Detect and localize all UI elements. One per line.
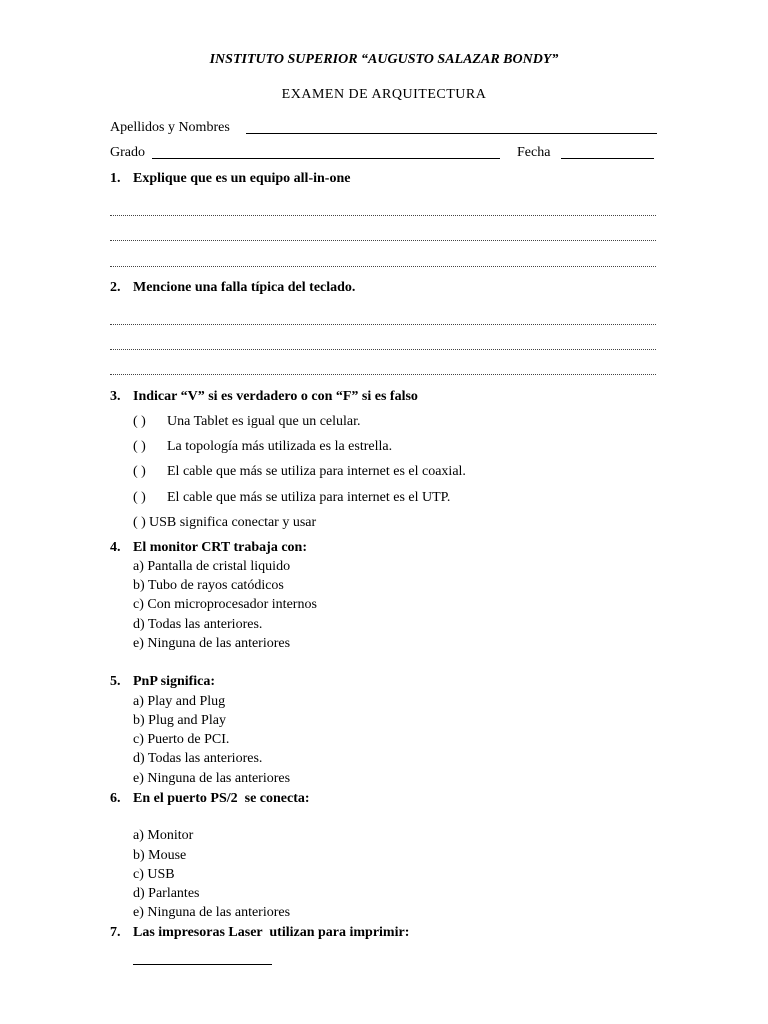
q2-number: 2. (110, 280, 121, 295)
q4-option-e[interactable]: e) Ninguna de las anteriores (133, 636, 291, 651)
exam-title: EXAMEN DE ARQUITECTURA (281, 87, 487, 102)
true-false-item (133, 515, 316, 531)
q4-text: El monitor CRT trabaja con: (133, 540, 307, 555)
q1-text: Explique que es un equipo all-in-one (133, 171, 351, 186)
statement-text: El cable que más se utiliza para internet es el coaxial. (167, 464, 466, 479)
true-false-item (133, 490, 450, 506)
q4-option-d[interactable]: d) Todas las anteriores. (133, 617, 263, 632)
true-false-item (133, 439, 392, 455)
q1-number: 1. (110, 171, 121, 186)
true-false-item (133, 414, 361, 430)
q4-option-c[interactable]: c) Con microprocesador internos (133, 597, 317, 612)
q2-text: Mencione una falla típica del teclado. (133, 280, 356, 295)
q4-option-a[interactable]: a) Pantalla de cristal liquido (133, 559, 291, 574)
q6-option-e[interactable]: e) Ninguna de las anteriores (133, 905, 291, 920)
q5-option-c[interactable]: c) Puerto de PCI. (133, 732, 230, 747)
q3-text: Indicar “V” si es verdadero o con “F” si es falso (133, 389, 418, 404)
name-blank-line[interactable] (246, 133, 657, 134)
q4-option-b[interactable]: b) Tubo de rayos catódicos (133, 578, 284, 593)
answer-paren[interactable]: ( ) (133, 464, 146, 479)
q6-option-a[interactable]: a) Monitor (133, 828, 194, 843)
statement-text: USB significa conectar y usar (149, 515, 317, 530)
statement-text: El cable que más se utiliza para internet es el UTP. (167, 490, 451, 505)
date-label: Fecha (517, 145, 551, 160)
answer-paren[interactable]: ( ) (133, 515, 146, 530)
true-false-item (133, 464, 466, 480)
statement-text: Una Tablet es igual que un celular. (167, 414, 361, 429)
institution-title: INSTITUTO SUPERIOR “AUGUSTO SALAZAR BONDY” (209, 52, 559, 67)
q6-text: En el puerto PS/2 se conecta: (133, 791, 310, 806)
name-label: Apellidos y Nombres (110, 120, 230, 135)
q7-number: 7. (110, 925, 121, 940)
q6-number: 6. (110, 791, 121, 806)
answer-paren[interactable]: ( ) (133, 490, 146, 505)
q1-answer-line[interactable] (110, 215, 656, 216)
q6-option-b[interactable]: b) Mouse (133, 848, 187, 863)
date-blank-line[interactable] (561, 158, 654, 159)
grade-label: Grado (110, 145, 145, 160)
q5-option-d[interactable]: d) Todas las anteriores. (133, 751, 263, 766)
q6-option-d[interactable]: d) Parlantes (133, 886, 200, 901)
q4-number: 4. (110, 540, 121, 555)
q7-answer-line[interactable] (133, 964, 272, 965)
q1-answer-line[interactable] (110, 240, 656, 241)
answer-paren[interactable]: ( ) (133, 414, 146, 429)
q6-option-c[interactable]: c) USB (133, 867, 175, 882)
q2-answer-line[interactable] (110, 374, 656, 375)
q5-number: 5. (110, 674, 121, 689)
statement-text: La topología más utilizada es la estrella. (167, 439, 393, 454)
q2-answer-line[interactable] (110, 324, 656, 325)
q3-number: 3. (110, 389, 121, 404)
answer-paren[interactable]: ( ) (133, 439, 146, 454)
q2-answer-line[interactable] (110, 349, 656, 350)
q5-option-a[interactable]: a) Play and Plug (133, 694, 226, 709)
q1-answer-line[interactable] (110, 266, 656, 267)
q5-option-e[interactable]: e) Ninguna de las anteriores (133, 771, 291, 786)
q7-text: Las impresoras Laser utilizan para imprimir: (133, 925, 410, 940)
grade-blank-line[interactable] (152, 158, 500, 159)
q5-option-b[interactable]: b) Plug and Play (133, 713, 226, 728)
q5-text: PnP significa: (133, 674, 216, 689)
